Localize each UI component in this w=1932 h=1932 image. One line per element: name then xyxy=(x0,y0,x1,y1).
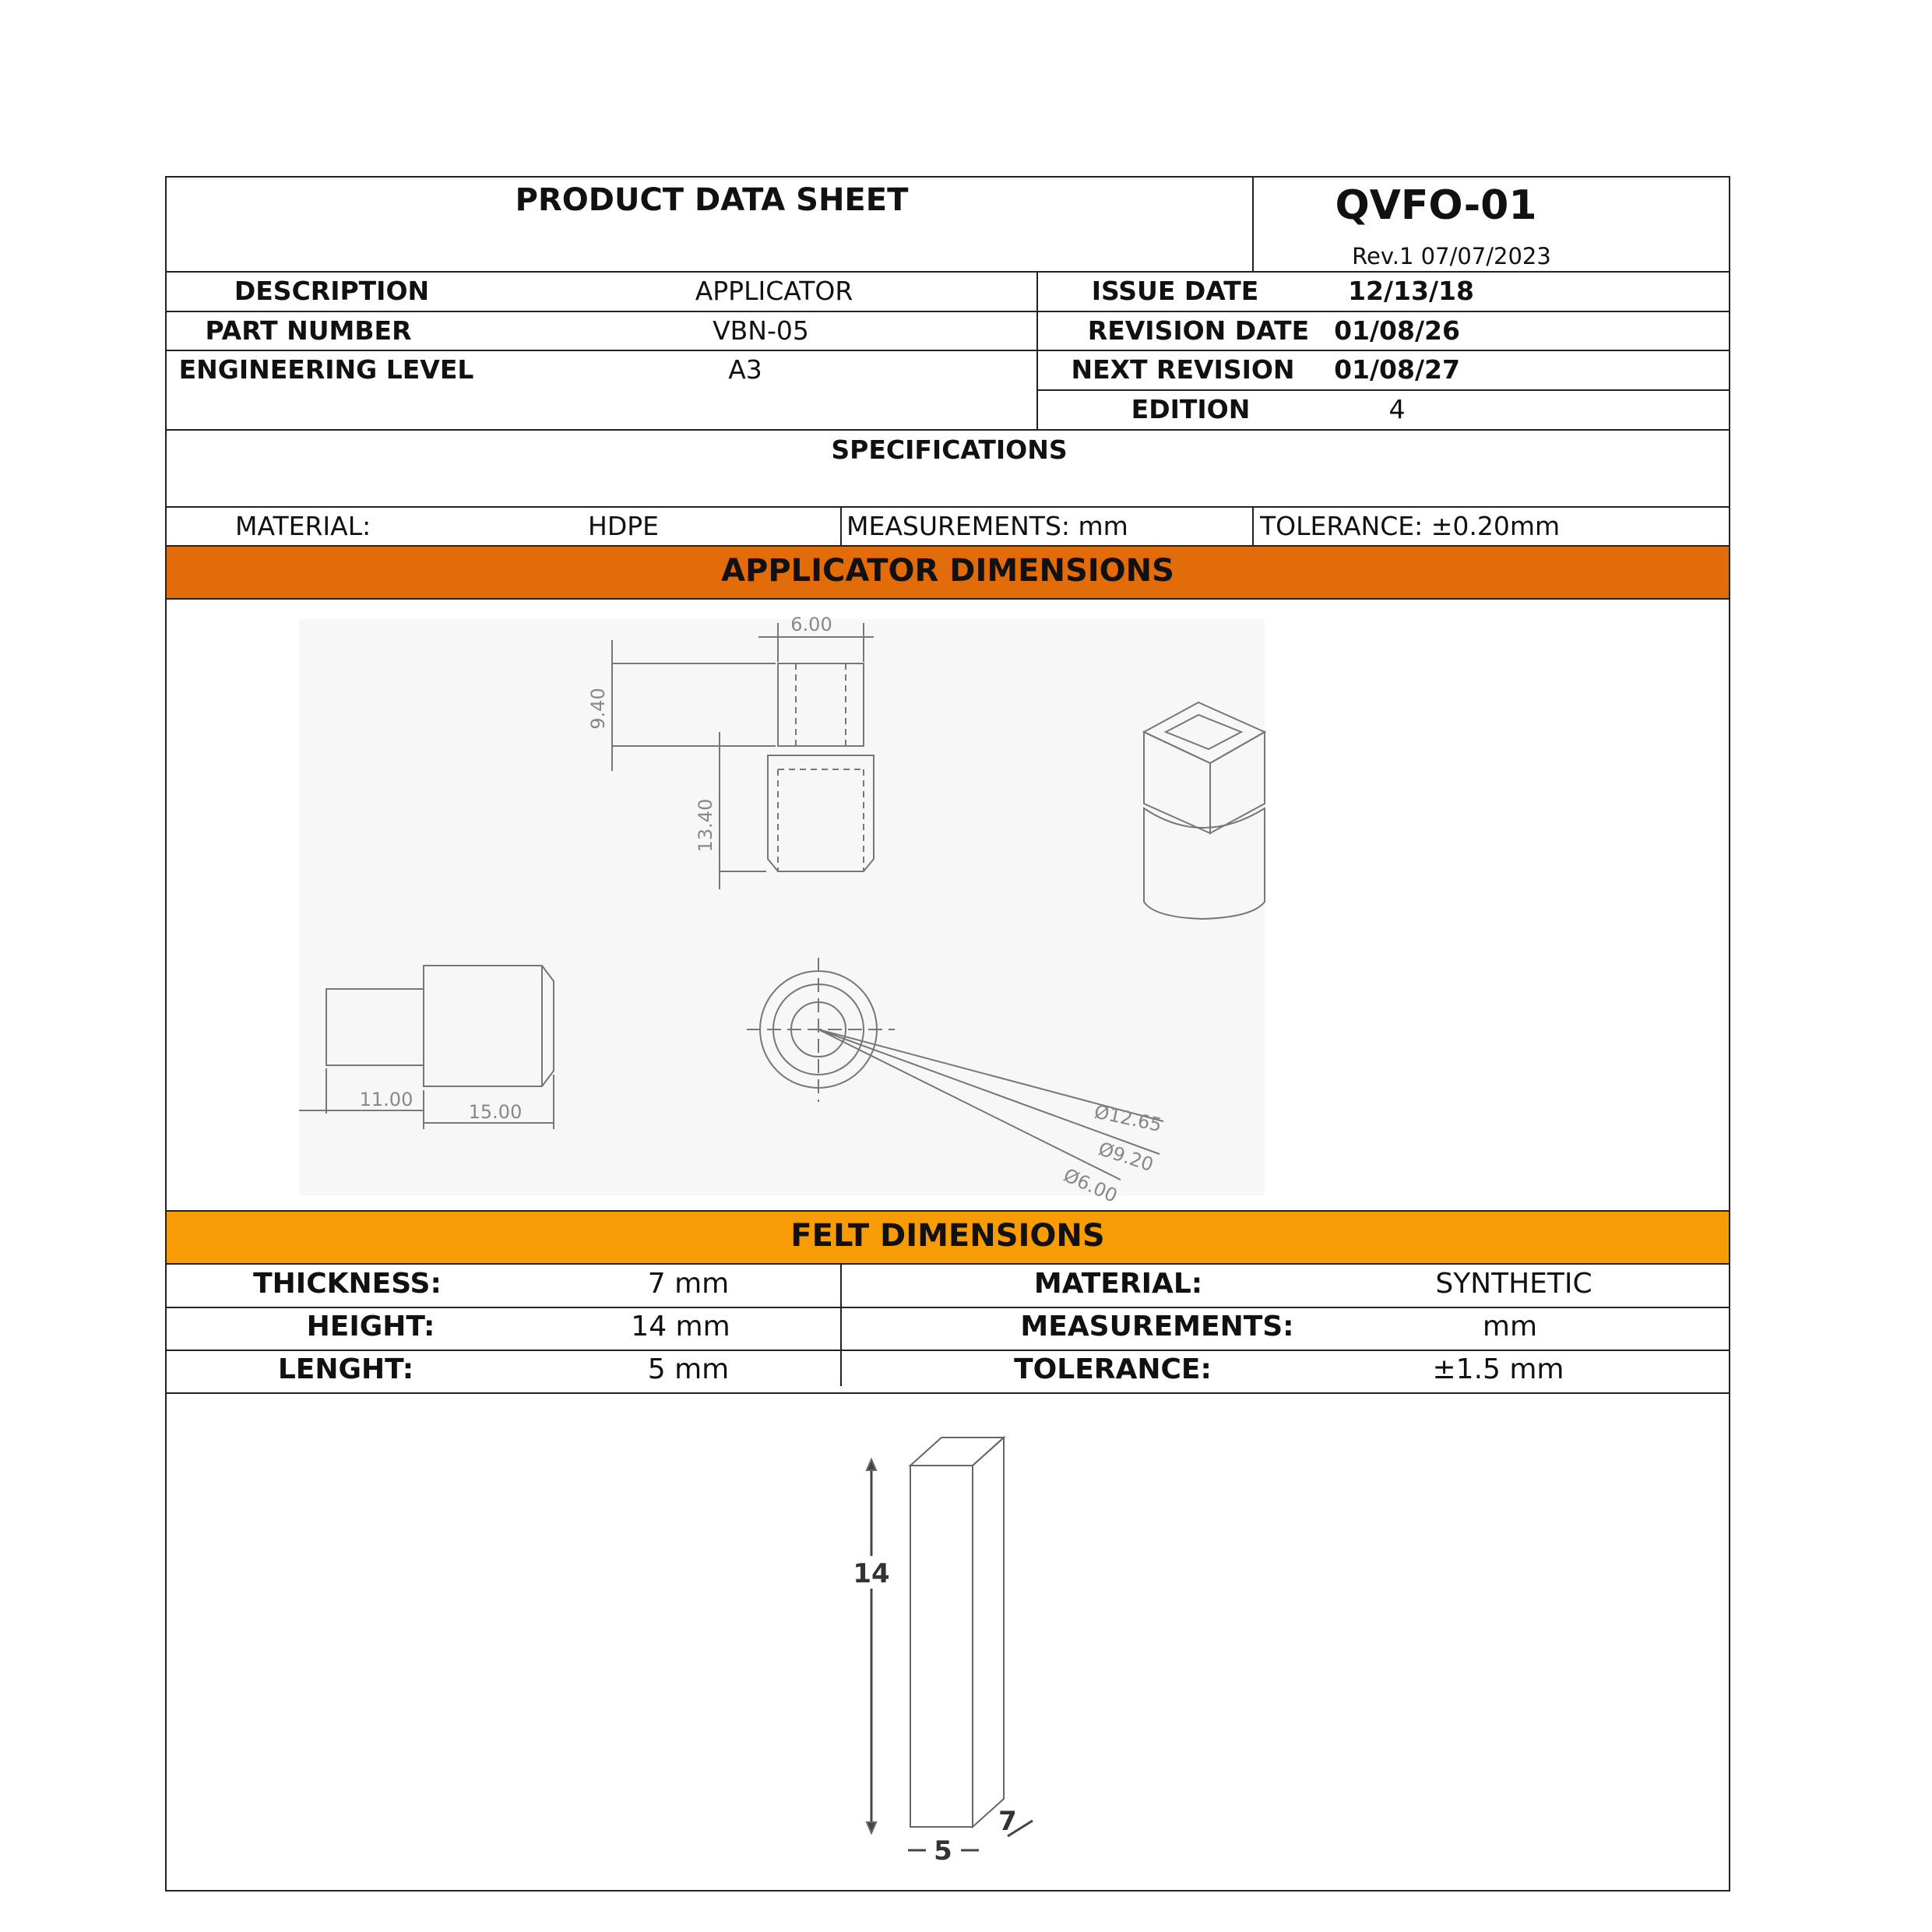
description-label: DESCRIPTION xyxy=(234,276,430,306)
engineering-level-value: A3 xyxy=(728,354,762,385)
dim-top-width: 6.00 xyxy=(790,614,832,635)
applicator-dimensions-title: APPLICATOR DIMENSIONS xyxy=(721,553,1174,589)
felt-top-face xyxy=(910,1438,1004,1466)
measurements-label: MEASUREMENTS: mm xyxy=(846,511,1128,541)
tolerance-label: TOLERANCE: ±0.20mm xyxy=(1260,511,1561,541)
issue-date-value: 12/13/18 xyxy=(1348,276,1474,306)
part-number-value: VBN-05 xyxy=(713,315,809,346)
felt-tolerance-label: TOLERANCE: xyxy=(1014,1353,1212,1385)
divider xyxy=(167,506,1729,508)
felt-material-label: MATERIAL: xyxy=(1033,1268,1203,1300)
arrow-up-icon xyxy=(867,1459,876,1470)
felt-height-label: 14 xyxy=(853,1558,890,1589)
specifications-title: SPECIFICATIONS xyxy=(831,435,1068,465)
felt-measurements-value: mm xyxy=(1482,1311,1538,1343)
page-title: PRODUCT DATA SHEET xyxy=(515,182,909,218)
material-value: HDPE xyxy=(588,511,659,541)
description-value: APPLICATOR xyxy=(695,276,853,306)
divider xyxy=(167,429,1729,431)
divider xyxy=(167,271,1729,273)
next-revision-value: 01/08/27 xyxy=(1334,354,1460,385)
thickness-value: 7 mm xyxy=(647,1268,730,1300)
dia-inner: Ø6.00 xyxy=(1060,1163,1121,1207)
felt-width-label: 5 xyxy=(934,1835,952,1867)
header-divider xyxy=(1252,178,1254,271)
length-label: LENGHT: xyxy=(277,1353,414,1385)
row-line xyxy=(1036,389,1730,391)
felt-measurements-label: MEASUREMENTS: xyxy=(1020,1311,1294,1343)
part-number-label: PART NUMBER xyxy=(205,315,412,346)
row-line xyxy=(167,1350,1729,1351)
revision-label: Rev.1 07/07/2023 xyxy=(1352,243,1551,269)
dim-lower-height: 13.40 xyxy=(695,798,716,853)
felt-depth-label: 7 xyxy=(998,1806,1017,1837)
height-label: HEIGHT: xyxy=(306,1311,435,1343)
applicator-dimensions-header xyxy=(167,545,1729,600)
dim-side-short: 11.00 xyxy=(359,1089,413,1110)
edition-value: 4 xyxy=(1388,394,1406,424)
revision-date-value: 01/08/26 xyxy=(1334,315,1460,346)
material-label: MATERIAL: xyxy=(235,511,371,541)
revision-date-label: REVISION DATE xyxy=(1087,315,1310,346)
dia-mid: Ø9.20 xyxy=(1096,1138,1156,1177)
row-line xyxy=(167,1307,1729,1308)
dim-upper-height: 9.40 xyxy=(587,688,609,730)
applicator-drawing xyxy=(167,600,1729,1210)
dia-outer: Ø12.65 xyxy=(1092,1100,1164,1137)
issue-date-label: ISSUE DATE xyxy=(1091,276,1259,306)
felt-drawing xyxy=(167,1394,1729,1891)
felt-tolerance-value: ±1.5 mm xyxy=(1432,1353,1564,1385)
height-value: 14 mm xyxy=(631,1311,730,1343)
next-revision-label: NEXT REVISION xyxy=(1071,354,1295,385)
engineering-level-label: ENGINEERING LEVEL xyxy=(178,354,474,385)
spec-divider xyxy=(1252,506,1254,545)
edition-label: EDITION xyxy=(1131,394,1251,424)
row-line xyxy=(167,350,1729,351)
row-line xyxy=(167,311,1729,312)
felt-front-face xyxy=(910,1466,973,1827)
felt-material-value: SYNTHETIC xyxy=(1435,1268,1592,1300)
felt-dimensions-title: FELT DIMENSIONS xyxy=(790,1218,1105,1254)
felt-divider xyxy=(840,1265,842,1386)
dim-side-long: 15.00 xyxy=(468,1101,523,1123)
document-code: QVFO-01 xyxy=(1335,182,1537,229)
arrow-down-icon xyxy=(867,1822,876,1833)
thickness-label: THICKNESS: xyxy=(253,1268,442,1300)
felt-dimensions-header xyxy=(167,1210,1729,1265)
spec-divider xyxy=(840,506,842,545)
felt-side-face xyxy=(973,1438,1004,1827)
length-value: 5 mm xyxy=(647,1353,730,1385)
product-data-sheet xyxy=(165,176,1730,1892)
